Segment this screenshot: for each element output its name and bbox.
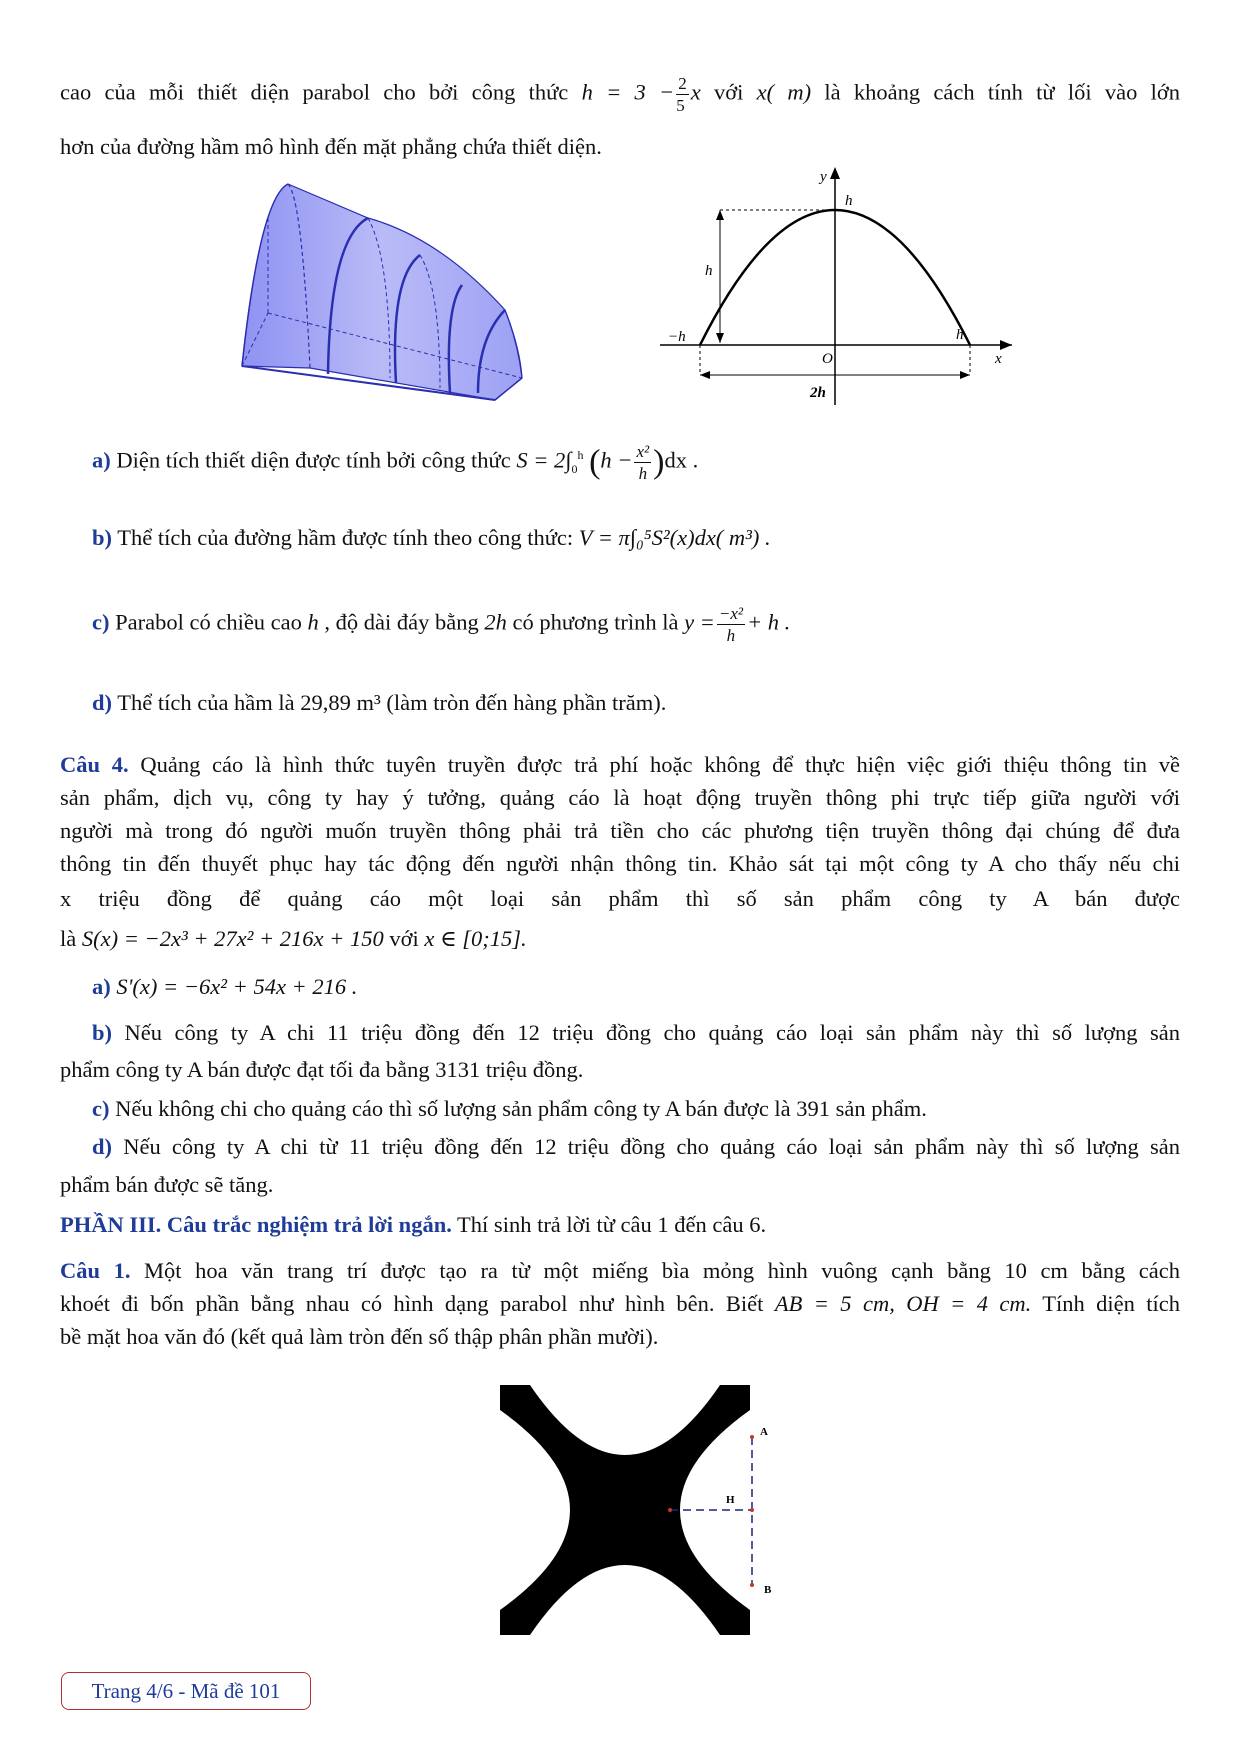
option-text: Thể tích của hầm là [112,690,301,715]
var-h: h [307,609,319,635]
question-title: Câu 1. [60,1258,131,1283]
formula: + h . [746,609,791,635]
page-footer: Trang 4/6 - Mã đề 101 [61,1672,311,1710]
label-origin: O [822,351,833,367]
q1-line-3: bề mặt hoa văn đó (kết quả làm tròn đến số thập phân phần mười). [60,1324,659,1349]
frac-den: 5 [676,96,685,115]
label-x: x [995,351,1002,367]
frac-den: h [638,463,648,483]
option-label: c) [92,1096,110,1121]
option-label: d) [92,1134,113,1159]
formula: h − [600,447,633,473]
part-text: Thí sinh trả lời từ câu 1 đến câu 6. [451,1212,767,1237]
option-label: c) [92,609,110,635]
q4-line-2: sản phẩm, dịch vụ, công ty hay ý tưởng, quảng cáo là hoạt động truyền thông phi trực tiếp giữa người với [60,785,1180,810]
formula-given: AB = 5 cm, OH = 4 cm. [774,1291,1032,1316]
question-text: Tính diện tích [1031,1291,1180,1316]
q4-line-4: thông tin đến thuyết phục hay tác động đến người nhận thông tin. Khảo sát tại một công ty A cho thấy nếu chi [60,851,1180,876]
formula: y = [684,609,715,635]
option-text: Nếu công ty A chi 11 triệu đồng đến 12 triệu đồng cho quảng cáo loại sản phẩm này thì số lượng sản [112,1020,1180,1045]
fraction-2-5 [676,75,689,114]
fraction [717,605,745,644]
formula-h: h = 3 − [581,79,675,105]
option-label: b) [92,1020,113,1045]
label-2h: 2h [810,385,826,401]
label-O: O [668,1494,677,1506]
q3-option-c [92,605,1180,644]
frac-den: h [726,626,736,645]
q4-option-a [92,972,1180,1002]
part-title: PHẦN III. Câu trắc nghiệm trả lời ngắn. [60,1212,452,1237]
q3-option-a: a) Diện tích thiết diện được tính bởi công thức $S = 2\int_0^h$ (h − $\frac{\text{x²}}{h}$ )dx . [92,441,699,483]
volume-value: 29,89 m³ [300,690,381,715]
q4-option-d-line-1 [92,1132,1180,1162]
option-label: d) [92,690,113,715]
label-h-top: h [845,193,853,209]
formula: dx . [664,447,699,473]
q4-option-c [92,1094,1180,1124]
var-x: x [690,79,701,105]
option-label: b) [92,525,113,550]
option-label: a) [92,447,111,473]
question-text: Một hoa văn trang trí được tạo ra từ một miếng bìa mỏng hình vuông cạnh bằng 10 cm bằng cách [130,1258,1181,1283]
part3-heading [60,1210,1180,1240]
limit-top: h [577,448,584,462]
option-text: Nếu không chi cho quảng cáo thì số lượng sản phẩm công ty A bán được là 391 sản phẩm. [109,1096,927,1121]
question-text: Quảng cáo là hình thức tuyên truyền được trả phí hoặc không để thực hiện việc giới thiệu thông tin về [128,752,1180,777]
option-text: có phương trình là [506,609,685,635]
q1-line-2 [60,1289,1180,1319]
intro-text: cao của mỗi thiết diện parabol cho bởi công thức [60,79,582,105]
label-A: A [760,1426,768,1438]
intro-text: với [700,79,757,105]
frac-num: 2 [678,74,687,93]
q4-option-b-line-1 [92,1018,1180,1048]
limit-bottom: 0 [571,462,578,476]
q3-option-b [92,523,1180,553]
option-text: Diện tích thiết diện được tính bởi công thức [110,447,517,473]
parabola-graph [660,165,1020,410]
q4-line-1 [60,750,1180,780]
unit-x: x( m) [756,79,812,105]
label-h-left: h [705,263,713,279]
option-label: a) [92,974,111,999]
domain: x ∈ [0;15]. [424,926,527,951]
label-y: y [820,169,827,185]
formula-derivative: S'(x) = −6x² + 54x + 216 . [116,974,358,999]
q1-line-1 [60,1256,1180,1286]
option-text: , độ dài đáy bằng [318,609,485,635]
tunnel-figure [240,178,530,403]
q4-option-b-line-2: phẩm công ty A bán được đạt tối đa bằng 3131 triệu đồng. [60,1057,584,1082]
intro-line-1 [60,75,1180,114]
var-2h: 2h [484,609,507,635]
question-text: là [60,926,82,951]
q4-option-d-line-2: phẩm bán được sẽ tăng. [60,1172,274,1197]
label-H: H [726,1494,735,1506]
option-text: Parabol có chiều cao [109,609,308,635]
q4-line-5: x triệu đồng để quảng cáo một loại sản phẩm thì số sản phẩm công ty A bán được [60,886,1180,911]
pattern-figure [500,1385,780,1635]
formula-s: S(x) = −2x³ + 27x² + 216x + 150 [81,926,384,951]
label-h-right: h [956,327,964,343]
frac-num: −x² [718,604,743,623]
label-minus-h: −h [668,329,686,345]
frac-num: x² [636,441,650,461]
question-text: với [383,926,425,951]
q4-line-3: người mà trong đó người muốn truyền thông phải trả tiền cho các phương tiện truyền thông đại chúng để đưa [60,818,1180,843]
question-title: Câu 4. [60,752,129,777]
option-text: Nếu công ty A chi từ 11 triệu đồng đến 12 triệu đồng cho quảng cáo loại sản phẩm này thì số lượng sản [112,1134,1180,1159]
formula: S = 2∫ [516,447,572,473]
q4-line-6 [60,924,1180,954]
option-text: Thể tích của đường hầm được tính theo công thức: [112,525,579,550]
formula: V = π∫₀⁵S²(x)dx( m³) . [578,525,771,550]
fraction [634,443,651,482]
label-B: B [764,1584,772,1596]
question-text: khoét đi bốn phần bằng nhau có hình dạng parabol như hình bên. Biết [60,1291,775,1316]
option-text: (làm tròn đến hàng phần trăm). [380,690,667,715]
intro-line-2: hơn của đường hầm mô hình đến mặt phẳng chứa thiết diện. [60,134,602,159]
q3-option-d [92,688,1180,718]
intro-text: là khoảng cách tính từ lối vào lớn [811,79,1180,105]
